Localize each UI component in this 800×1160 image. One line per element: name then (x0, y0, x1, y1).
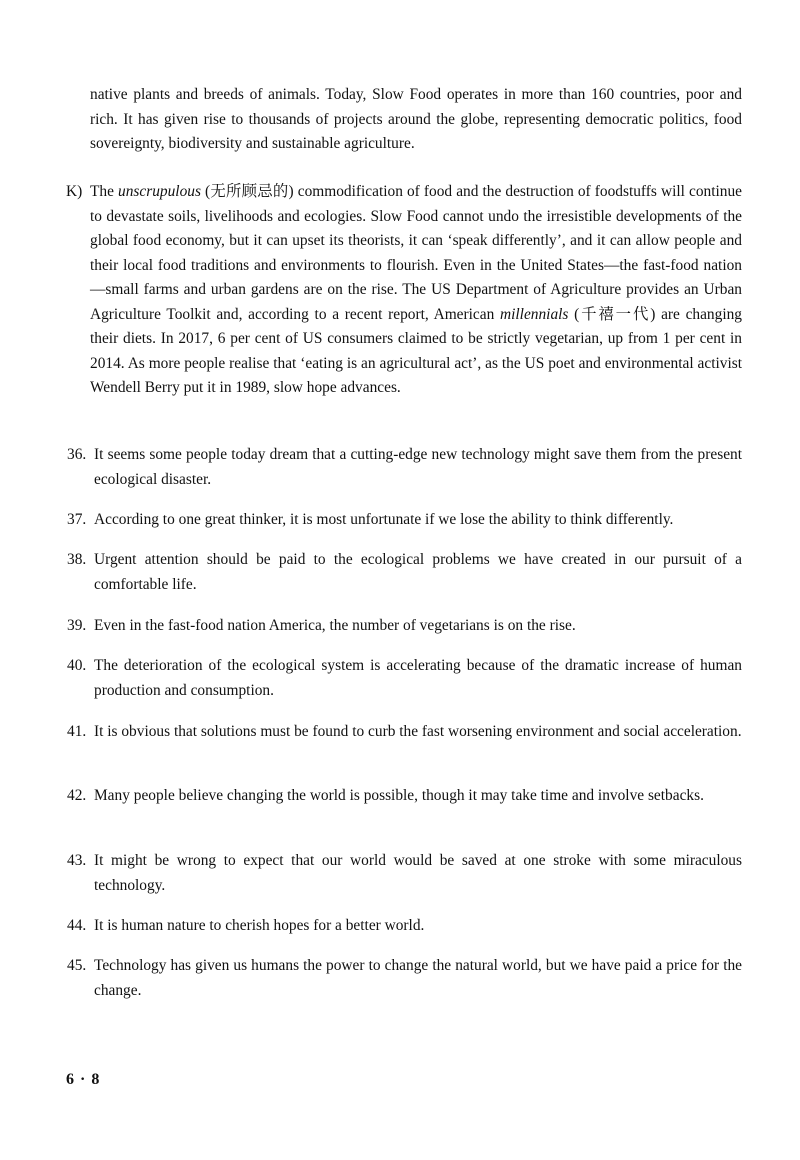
question-text: It is human nature to cherish hopes for a better world. (94, 917, 425, 934)
question-text: Urgent attention should be paid to the ecological problems we have created in our pursuit of a comfortable life. (94, 551, 742, 593)
question-number: 36. (67, 446, 87, 463)
question-text: The deterioration of the ecological system is accelerating because of the dramatic increase of human production and consumption. (94, 657, 742, 699)
paragraph-label: K) (66, 183, 83, 200)
question-number: 41. (67, 723, 87, 740)
passage-continuation: native plants and breeds of animals. Today, Slow Food operates in more than 160 countries, poor and rich. It has given rise to thousands of projects around the globe, representing democratic politics, food sovereignty, biodiversity and sustainable agriculture. (90, 86, 742, 152)
para-text-1: The (90, 183, 119, 200)
question-text: It might be wrong to expect that our world would be saved at one stroke with some miraculous technology. (94, 852, 742, 894)
question-number: 43. (67, 852, 87, 869)
para-text-2: commodification of food and the destruction of foodstuffs will continue to devastate soils, livelihoods and ecologies. Slow Food cannot undo the irresistible developments of the global food economy, but it can upset its theorists, it can ‘speak differently’, and it can allow people and their local food traditions and environments to flourish. Even in the United States—the fast-food nation—small farms and urban gardens are on the rise. The US Department of Agriculture provides an Urban Agriculture Toolkit and, according to a recent report, American (90, 183, 742, 323)
question-text: Even in the fast-food nation America, the number of vegetarians is on the rise. (94, 617, 576, 634)
question-number: 37. (67, 511, 87, 528)
question-text: Many people believe changing the world is possible, though it may take time and involve setbacks. (94, 787, 704, 804)
question-number: 39. (67, 617, 87, 634)
question-text: It seems some people today dream that a cutting-edge new technology might save them from the present ecological disaster. (94, 446, 742, 488)
question-text: It is obvious that solutions must be found to curb the fast worsening environment and social acceleration. (94, 723, 742, 740)
question-text: According to one great thinker, it is most unfortunate if we lose the ability to think differently. (94, 511, 674, 528)
gloss-2: (千禧一代) (568, 305, 662, 323)
question-number: 40. (67, 657, 87, 674)
question-number: 38. (67, 551, 87, 568)
question-number: 45. (67, 957, 87, 974)
paragraph-k-body (90, 180, 742, 401)
question-number: 44. (67, 917, 87, 934)
para-text-3: are changing their diets. In 2017, 6 per cent of US consumers claimed to be strictly vegetarian, up from 1 per cent in 2014. As more people realise that ‘eating is an agricultural act’, as the US poet and environmental activist Wendell Berry put it in 1989, slow hope advances. (90, 305, 742, 396)
term-unscrupulous: unscrupulous (118, 183, 201, 200)
page-number: 6 · 8 (66, 1071, 101, 1088)
question-number: 42. (67, 787, 87, 804)
term-millennials: millennials (500, 305, 569, 323)
gloss-1: (无所顾忌的) (200, 183, 298, 200)
question-text: Technology has given us humans the power to change the natural world, but we have paid a price for the change. (94, 957, 742, 999)
